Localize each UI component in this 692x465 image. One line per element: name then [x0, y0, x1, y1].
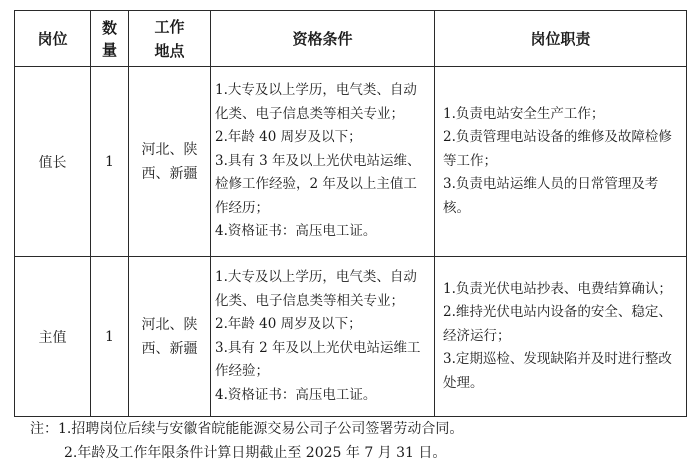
header-post: 岗位 — [15, 11, 91, 67]
duty-item: 2.维持光伏电站内设备的安全、稳定、经济运行； — [443, 304, 672, 344]
location-text: 河北、陕西、新疆 — [141, 316, 198, 357]
note-1: 注：1.招聘岗位后续与安徽省皖能能源交易公司子公司签署劳动合同。 — [30, 421, 464, 437]
qualification-item: 3.具有 2 年及以上光伏电站运维工作经验； — [215, 339, 421, 379]
header-location — [129, 11, 211, 67]
duty-item: 1.负责电站安全生产工作； — [443, 105, 605, 122]
note-2: 2.年龄及工作年限条件计算日期截止至 2025 年 7 月 31 日。 — [64, 445, 447, 461]
table-row — [15, 67, 687, 257]
header-location-text: 工作地点 — [154, 17, 185, 60]
header-count-text: 数量 — [101, 18, 117, 59]
qualifications-cell — [211, 67, 435, 257]
location-cell — [129, 67, 211, 257]
location-text: 河北、陕西、新疆 — [141, 141, 198, 182]
post-cell: 主值 — [15, 257, 91, 417]
qualification-item: 1.大专及以上学历，电气类、自动化类、电子信息类等相关专业； — [215, 269, 417, 309]
recruitment-table — [14, 10, 687, 417]
qualification-item: 2.年龄 40 周岁及以下； — [215, 316, 362, 332]
duties-cell — [435, 67, 687, 257]
count-cell: 1 — [91, 67, 129, 257]
header-qualifications: 资格条件 — [211, 11, 435, 67]
qualification-item: 1.大专及以上学历，电气类、自动化类、电子信息类等相关专业； — [215, 82, 417, 122]
qualification-item: 4.资格证书：高压电工证。 — [215, 223, 377, 240]
header-row — [15, 11, 687, 67]
duty-item: 1.负责光伏电站抄表、电费结算确认； — [443, 280, 672, 297]
qualification-item: 3.具有 3 年及以上光伏电站运维、检修工作经验，2 年及以上主值工作经历； — [215, 152, 421, 216]
count-cell: 1 — [91, 257, 129, 417]
qualification-item: 4.资格证书：高压电工证。 — [215, 386, 377, 403]
qualifications-cell — [211, 257, 435, 417]
post-cell: 值长 — [15, 67, 91, 257]
duty-item: 3.负责电站运维人员的日常管理及考核。 — [443, 176, 659, 216]
notes — [30, 417, 463, 465]
table-row — [15, 257, 687, 417]
header-count — [91, 11, 129, 67]
location-cell — [129, 257, 211, 417]
duties-cell — [435, 257, 687, 417]
duty-item: 2.负责管理电站设备的维修及故障检修等工作； — [443, 129, 672, 169]
duty-item: 3.定期巡检、发现缺陷并及时进行整改处理。 — [443, 351, 672, 391]
header-duties: 岗位职责 — [435, 11, 687, 67]
qualification-item: 2.年龄 40 周岁及以下； — [215, 129, 362, 146]
